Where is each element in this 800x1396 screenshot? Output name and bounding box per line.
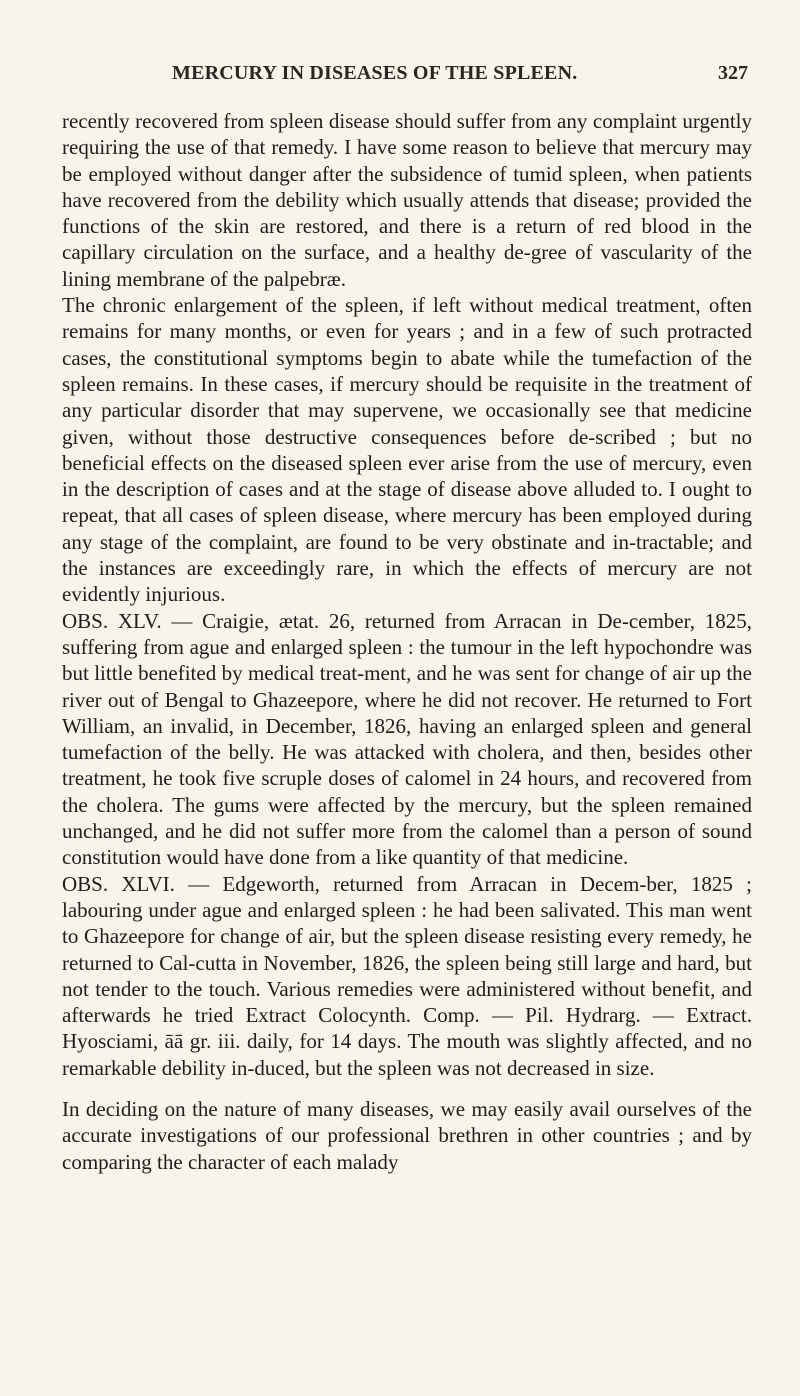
running-head <box>0 62 800 92</box>
paragraph-obs-xlvi: OBS. XLVI. — Edgeworth, returned from Arracan in Decem-ber, 1825 ; labouring under ague and enlarged spleen : he had been salivated. This man went to Ghazeepore for change of air, but the spleen disease resisting every remedy, he returned to Cal-cutta in November, 1826, the spleen being still large and hard, but not tender to the touch. Various remedies were administered without benefit, and afterwards he tried Extract Colocynth. Comp. — Pil. Hydrarg. — Extract. Hyosciami, āā gr. iii. daily, for 14 days. The mouth was slightly affected, and no remarkable debility in-duced, but the spleen was not decreased in size. <box>62 871 752 1080</box>
paragraph-chronic-enlargement: The chronic enlargement of the spleen, if left without medical treatment, often remains for many months, or even for years ; and in a few of such protracted cases, the constitutional symptoms begin to abate while the tumefaction of the spleen remains. In these cases, if mercury should be requisite in the treatment of any particular disorder that may supervene, we occasionally see that medicine given, without those destructive consequences before de-scribed ; but no beneficial effects on the diseased spleen ever arise from the use of mercury, even in the description of cases and at the stage of disease above alluded to. I ought to repeat, that all cases of spleen disease, where mercury has been employed during any stage of the complaint, are found to be very obstinate and in-tractable; and the instances are exceedingly rare, in which the effects of mercury are not evidently injurious. <box>62 293 752 607</box>
paragraph-continuation: recently recovered from spleen disease should suffer from any complaint urgently requiring the use of that remedy. I have some reason to believe that mercury may be employed without danger after the subsidence of tumid spleen, when patients have recovered from the debility which usually attends that disease; provided the functions of the skin are restored, and there is a return of red blood in the capillary circulation on the surface, and a healthy de-gree of vascularity of the lining membrane of the palpebræ. <box>62 109 752 291</box>
paragraph-deciding-nature: In deciding on the nature of many diseases, we may easily avail ourselves of the accurate investigations of our professional brethren in other countries ; and by comparing the character of each malady <box>62 1096 752 1174</box>
body-text <box>62 108 752 1175</box>
page-number: 327 <box>718 62 748 84</box>
paragraph-obs-xlv: OBS. XLV. — Craigie, ætat. 26, returned from Arracan in De-cember, 1825, suffering from ague and enlarged spleen : the tumour in the left hypochondre was but little benefited by medical treat-ment, and he was sent for change of air up the river out of Bengal to Ghazeepore, where he did not recover. He returned to Fort William, an invalid, in December, 1826, having an enlarged spleen and general tumefaction of the belly. He was attacked with cholera, and then, besides other treatment, he took five scruple doses of calomel in 24 hours, and recovered from the cholera. The gums were affected by the mercury, but the spleen remained unchanged, and he did not suffer more from the calomel than a person of sound constitution would have done from a like quantity of that medicine. <box>62 608 752 870</box>
running-title: MERCURY IN DISEASES OF THE SPLEEN. <box>172 62 578 84</box>
